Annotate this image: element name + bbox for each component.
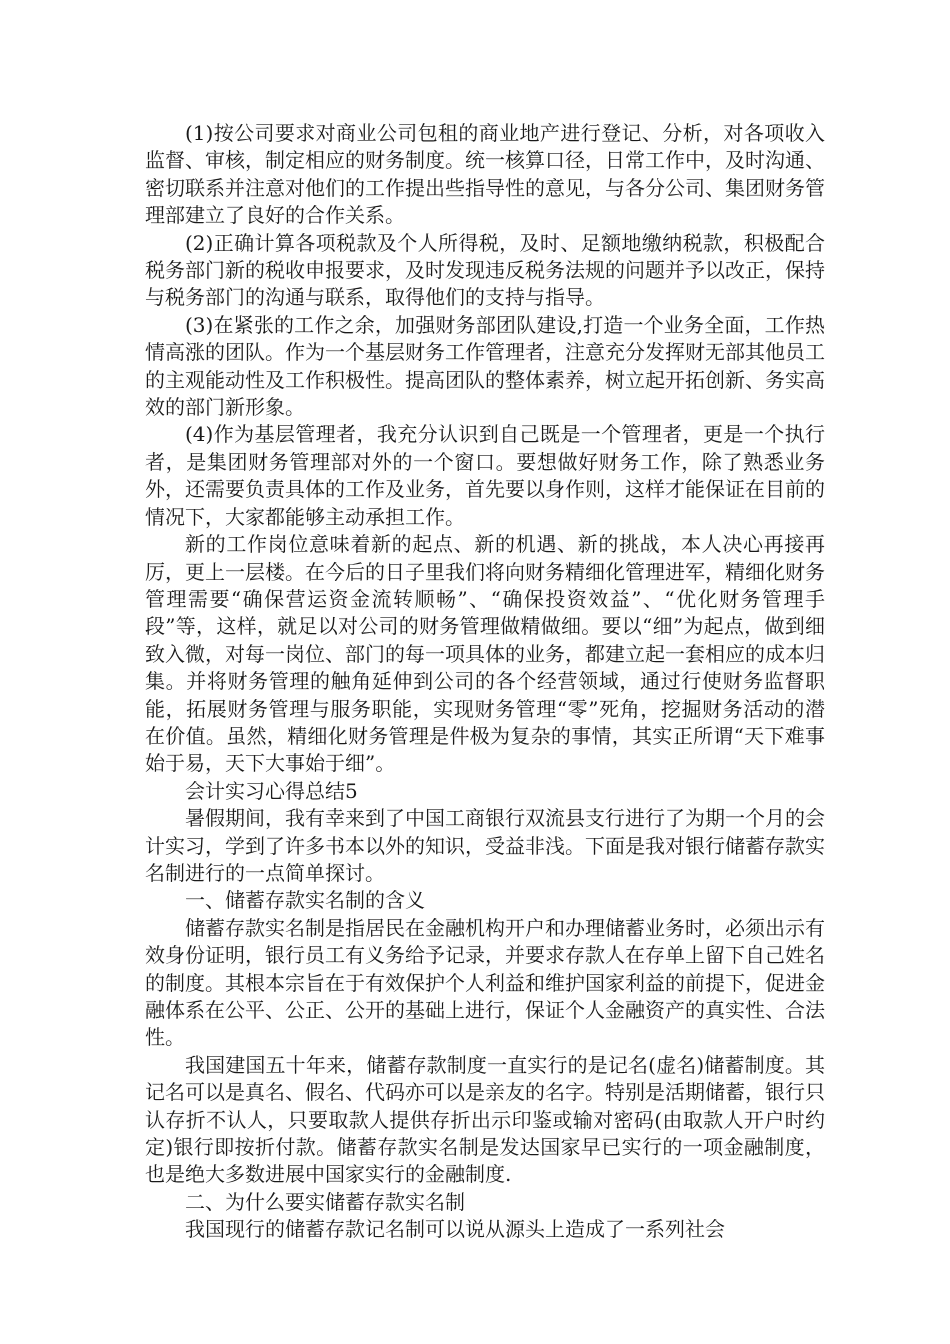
section-heading-1: 一、储蓄存款实名制的含义 xyxy=(185,888,425,913)
paragraph-1: (1)按公司要求对商业公司包租的商业地产进行登记、分析，对各项收入监督、审核，制定相应的财务制度。统一核算口径，日常工作中，及时沟通、密切联系并注意对他们的工作提出些指导性的意见，与各分公司、集团财务管理部建立了良好的合作关系。 xyxy=(145,121,825,228)
section-heading-summary-5: 会计实习心得总结5 xyxy=(185,778,358,803)
paragraph-7: 储蓄存款实名制是指居民在金融机构开户和办理储蓄业务时，必须出示有效身份证明，银行员工有义务给予记录，并要求存款人在存单上留下自己姓名的制度。其根本宗旨在于有效保护个人利益和维护国家利益的前提下，促进金融体系在公平、公正、公开的基础上进行，保证个人金融资产的真实性、合法性。 xyxy=(145,915,825,1050)
paragraph-2: (2)正确计算各项税款及个人所得税，及时、足额地缴纳税款，积极配合税务部门新的税收申报要求，及时发现违反税务法规的问题并予以改正，保持与税务部门的沟通与联系，取得他们的支持与指导。 xyxy=(145,230,825,310)
paragraph-5: 新的工作岗位意味着新的起点、新的机遇、新的挑战，本人决心再接再厉，更上一层楼。在今后的日子里我们将向财务精细化管理进军，精细化财务管理需要“确保营运资金流转顺畅”、“确保投资效益”、“优化财务管理手段”等，这样，就足以对公司的财务管理做精做细。要以“细”为起点，做到细致入微，对每一岗位、部门的每一项具体的业务，都建立起一套相应的成本归集。并将财务管理的触角延伸到公司的各个经营领域，通过行使财务监督职能，拓展财务管理与服务职能，实现财务管理“零”死角，挖掘财务活动的潜在价值。虽然，精细化财务管理是件极为复杂的事情，其实正所谓“天下难事始于易，天下大事始于细”。 xyxy=(145,532,825,776)
paragraph-9: 我国现行的储蓄存款记名制可以说从源头上造成了一系列社会 xyxy=(185,1217,725,1242)
document-body xyxy=(145,120,825,1244)
section-heading-2: 二、为什么要实储蓄存款实名制 xyxy=(185,1189,465,1214)
paragraph-6: 暑假期间，我有幸来到了中国工商银行双流县支行进行了为期一个月的会计实习，学到了许多书本以外的知识，受益非浅。下面是我对银行储蓄存款实名制进行的一点简单探讨。 xyxy=(145,806,825,885)
paragraph-8: 我国建国五十年来，储蓄存款制度一直实行的是记名(虚名)储蓄制度。其记名可以是真名、假名、代码亦可以是亲友的名字。特别是活期储蓄，银行只认存折不认人，只要取款人提供存折出示印鉴或输对密码(由取款人开户时约定)银行即按折付款。储蓄存款实名制是发达国家早已实行的一项金融制度，也是绝大多数进展中国家实行的金融制度. xyxy=(145,1052,825,1187)
paragraph-3: (3)在紧张的工作之余，加强财务部团队建设,打造一个业务全面，工作热情高涨的团队。作为一个基层财务工作管理者，注意充分发挥财无部其他员工的主观能动性及工作积极性。提高团队的整体素养，树立起开拓创新、务实高效的部门新形象。 xyxy=(145,312,825,420)
paragraph-4: (4)作为基层管理者，我充分认识到自己既是一个管理者，更是一个执行者，是集团财务管理部对外的一个窗口。要想做好财务工作，除了熟悉业务外，还需要负责具体的工作及业务，首先要以身作则，这样才能保证在目前的情况下，大家都能够主动承担工作。 xyxy=(145,422,825,529)
